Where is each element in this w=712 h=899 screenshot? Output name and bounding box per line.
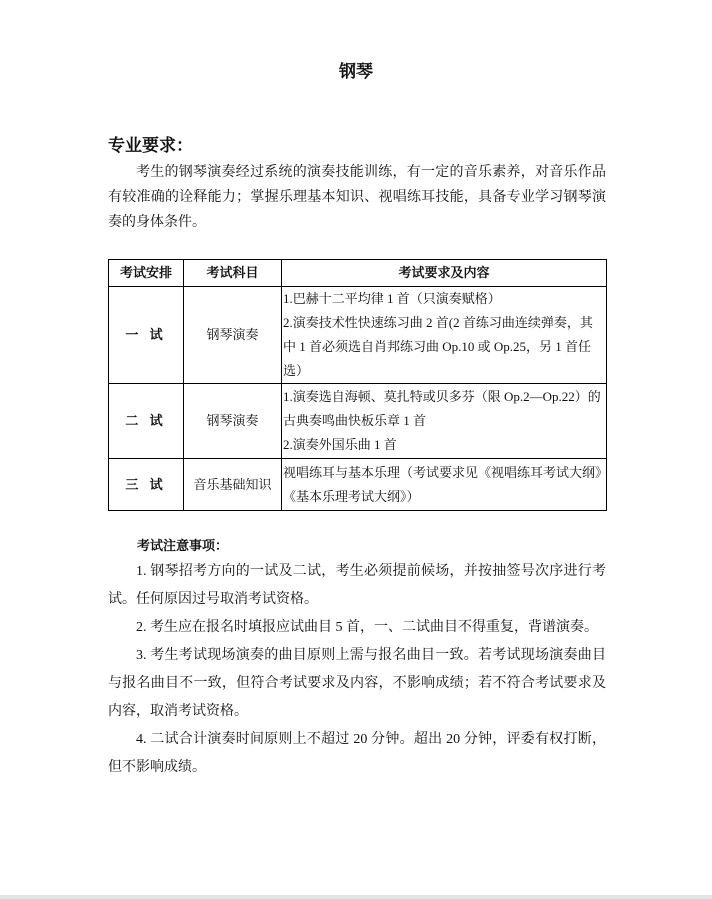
intro-paragraph: 考生的钢琴演奏经过系统的演奏技能训练，有一定的音乐素养，对音乐作品有较准确的诠释能力；掌握乐理基本知识、视唱练耳技能，具备专业学习钢琴演奏的身体条件。 — [108, 165, 606, 230]
note-item: 4. 二试合计演奏时间原则上不超过 20 分钟。超出 20 分钟，评委有权打断，但不影响成绩。 — [108, 732, 606, 775]
content-line: 视唱练耳与基本乐理（考试要求见《视唱练耳考试大纲》《基本乐理考试大纲》） — [283, 464, 602, 504]
subject-cell: 钢琴演奏 — [184, 287, 282, 384]
content-cell — [282, 459, 607, 511]
content-line: 2.演奏技术性快速练习曲 2 首(2 首练习曲连续弹奏，其中 1 首必须选自肖邦练习曲 Op.10 或 Op.25，另 1 首任选） — [283, 315, 593, 378]
content-line: 1.演奏选自海顿、莫扎特或贝多芬（限 Op.2—Op.22）的古典奏鸣曲快板乐章 1 首 — [283, 389, 601, 428]
content-cell — [282, 384, 607, 459]
notes-list — [108, 558, 606, 782]
header-subject: 考试科目 — [184, 260, 282, 287]
note-item: 2. 考生应在报名时填报应试曲目 5 首，一、二试曲目不得重复，背谱演奏。 — [136, 620, 598, 635]
document-title: 钢琴 — [339, 62, 373, 81]
note-item: 3. 考生考试现场演奏的曲目原则上需与报名曲目一致。若考试现场演奏曲目与报名曲目不一致，但符合考试要求及内容，不影响成绩；若不符合考试要求及内容，取消考试资格。 — [108, 648, 606, 719]
content-line: 1.巴赫十二平均律 1 首（只演奏赋格） — [283, 291, 501, 306]
table-row — [109, 384, 607, 459]
stage-cell: 二 试 — [109, 384, 184, 459]
subject-cell: 钢琴演奏 — [184, 384, 282, 459]
content-line: 2.演奏外国乐曲 1 首 — [283, 437, 397, 452]
content-cell — [282, 287, 607, 384]
stage-cell: 一 试 — [109, 287, 184, 384]
page-bottom-edge — [0, 895, 712, 899]
note-item: 1. 钢琴招考方向的一试及二试，考生必须提前候场，并按抽签号次序进行考试。任何原因过号取消考试资格。 — [108, 564, 606, 607]
table-header-row — [109, 260, 607, 287]
header-content: 考试要求及内容 — [282, 260, 607, 287]
notes-heading: 考试注意事项： — [137, 538, 229, 553]
stage-cell: 三 试 — [109, 459, 184, 511]
subject-cell: 音乐基础知识 — [184, 459, 282, 511]
header-stage: 考试安排 — [109, 260, 184, 287]
table-row — [109, 287, 607, 384]
table-row — [109, 459, 607, 511]
section-heading: 专业要求： — [108, 136, 193, 155]
exam-table — [108, 259, 607, 511]
